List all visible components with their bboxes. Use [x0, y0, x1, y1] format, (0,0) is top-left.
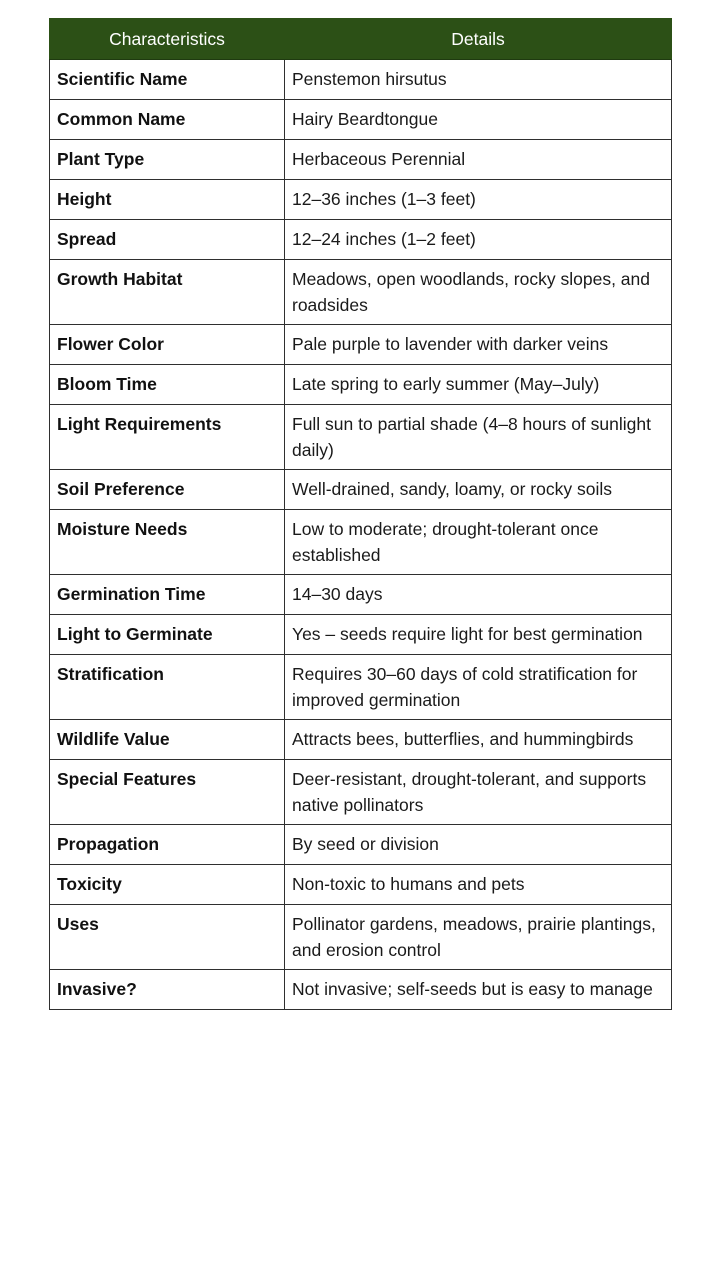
- table-row: [50, 60, 672, 100]
- table-row: [50, 865, 672, 905]
- detail-cell: Hairy Beardtongue: [285, 100, 672, 140]
- characteristic-cell: Soil Preference: [50, 470, 285, 510]
- characteristic-cell: Light Requirements: [50, 405, 285, 470]
- column-header-characteristics: Characteristics: [50, 19, 285, 60]
- detail-cell: Low to moderate; drought-tolerant once established: [285, 510, 672, 575]
- characteristic-cell: Moisture Needs: [50, 510, 285, 575]
- characteristic-cell: Propagation: [50, 825, 285, 865]
- detail-cell: Herbaceous Perennial: [285, 140, 672, 180]
- detail-cell: Well-drained, sandy, loamy, or rocky soils: [285, 470, 672, 510]
- characteristic-cell: Uses: [50, 905, 285, 970]
- table-row: [50, 510, 672, 575]
- table-row: [50, 760, 672, 825]
- table-row: [50, 100, 672, 140]
- table-row: [50, 720, 672, 760]
- detail-cell: 12–36 inches (1–3 feet): [285, 180, 672, 220]
- characteristic-cell: Light to Germinate: [50, 615, 285, 655]
- characteristic-cell: Flower Color: [50, 325, 285, 365]
- table-row: [50, 325, 672, 365]
- table-row: [50, 970, 672, 1010]
- detail-cell: By seed or division: [285, 825, 672, 865]
- detail-cell: Attracts bees, butterflies, and hummingbirds: [285, 720, 672, 760]
- table-row: [50, 575, 672, 615]
- detail-cell: Not invasive; self-seeds but is easy to manage: [285, 970, 672, 1010]
- column-header-details: Details: [285, 19, 672, 60]
- characteristic-cell: Germination Time: [50, 575, 285, 615]
- table-row: [50, 405, 672, 470]
- characteristic-cell: Toxicity: [50, 865, 285, 905]
- characteristic-cell: Height: [50, 180, 285, 220]
- detail-cell: 12–24 inches (1–2 feet): [285, 220, 672, 260]
- table-row: [50, 905, 672, 970]
- detail-cell: Deer-resistant, drought-tolerant, and supports native pollinators: [285, 760, 672, 825]
- detail-cell: Yes – seeds require light for best germination: [285, 615, 672, 655]
- table-header: [50, 19, 672, 60]
- table-row: [50, 615, 672, 655]
- characteristic-cell: Wildlife Value: [50, 720, 285, 760]
- characteristic-cell: Special Features: [50, 760, 285, 825]
- characteristic-cell: Stratification: [50, 655, 285, 720]
- detail-cell: Full sun to partial shade (4–8 hours of sunlight daily): [285, 405, 672, 470]
- table-row: [50, 470, 672, 510]
- detail-cell: 14–30 days: [285, 575, 672, 615]
- detail-cell: Non-toxic to humans and pets: [285, 865, 672, 905]
- table-row: [50, 220, 672, 260]
- characteristic-cell: Plant Type: [50, 140, 285, 180]
- table-row: [50, 260, 672, 325]
- detail-cell: Requires 30–60 days of cold stratification for improved germination: [285, 655, 672, 720]
- table-body: [50, 60, 672, 1010]
- characteristic-cell: Scientific Name: [50, 60, 285, 100]
- header-row: [50, 19, 672, 60]
- table-row: [50, 180, 672, 220]
- plant-characteristics-table: [49, 18, 672, 1010]
- characteristic-cell: Spread: [50, 220, 285, 260]
- table-row: [50, 140, 672, 180]
- characteristic-cell: Common Name: [50, 100, 285, 140]
- detail-cell: Late spring to early summer (May–July): [285, 365, 672, 405]
- table-row: [50, 655, 672, 720]
- detail-cell: Penstemon hirsutus: [285, 60, 672, 100]
- characteristic-cell: Bloom Time: [50, 365, 285, 405]
- characteristic-cell: Growth Habitat: [50, 260, 285, 325]
- detail-cell: Meadows, open woodlands, rocky slopes, and roadsides: [285, 260, 672, 325]
- characteristic-cell: Invasive?: [50, 970, 285, 1010]
- detail-cell: Pale purple to lavender with darker veins: [285, 325, 672, 365]
- table-row: [50, 365, 672, 405]
- table-row: [50, 825, 672, 865]
- detail-cell: Pollinator gardens, meadows, prairie plantings, and erosion control: [285, 905, 672, 970]
